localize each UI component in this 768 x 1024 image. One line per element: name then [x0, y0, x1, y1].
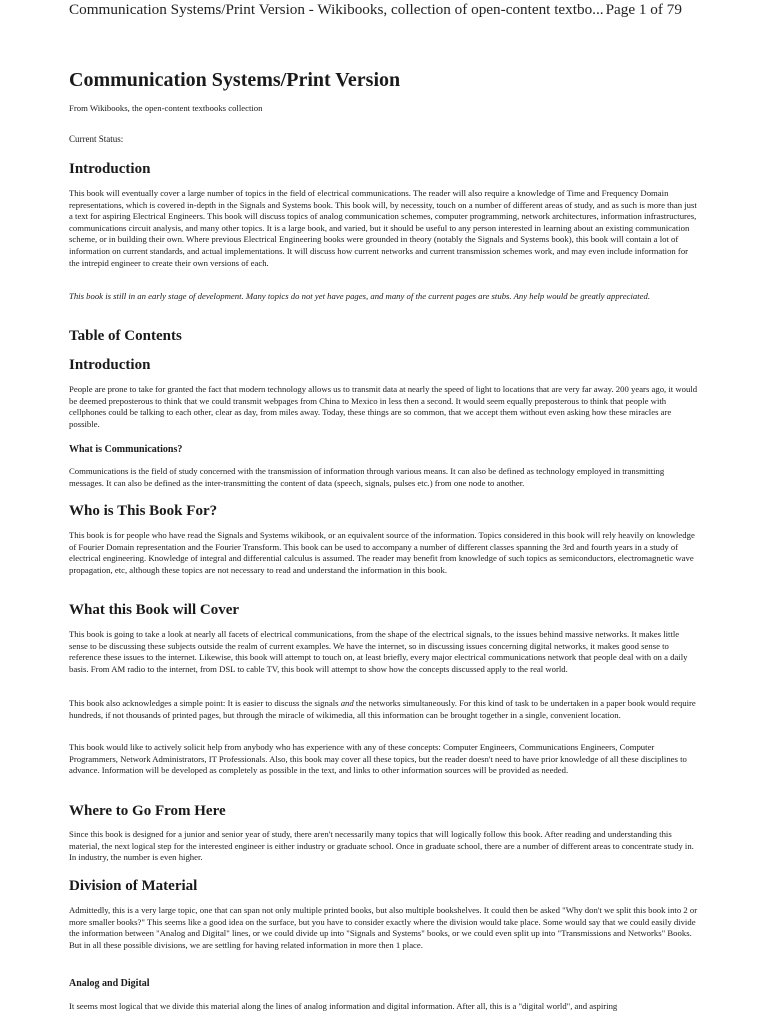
development-note-text: This book is still in an early stage of development. Many topics do not yet have pages, and many of the current pages are stubs. Any help would be greatly appreciated.	[69, 291, 650, 301]
intro-paragraph: This book will eventually cover a large number of topics in the field of electrical communications. The reader will also require a knowledge of Time and Frequency Domain representations, which is covered in-depth in the Signals and Systems book. This book will, by necessity, touch on a number of different areas of study, and as such is more than just a text for aspiring Electrical Engineers. This book will discuss topics of analog communication schemes, computer programming, network architectures, information infrastructures, communications circuit analysis, and many other topics. It is a large book, and varied, but it should be useful to any person interested in learning about an existing communication scheme, or in building their own. Where previous Electrical Engineering books were grounded in theory (notably the Signals and Systems book), this book will contain a lot of information on current standards, and actual implementations. It will discuss how current networks and current transmission schemes work, and may even include information for the intrepid engineer to create their own versions of each.	[69, 188, 697, 268]
page-title: Communication Systems/Print Version	[69, 69, 401, 91]
heading-who-is-this-book-for: Who is This Book For?	[69, 503, 218, 519]
heading-analog-and-digital: Analog and Digital	[69, 978, 150, 989]
running-header	[69, 0, 709, 20]
heading-what-this-book-will-cover: What this Book will Cover	[69, 602, 240, 618]
cover-paragraph-3: This book would like to actively solicit help from anybody who has experience with any of these concepts: Computer Engineers, Communications Engineers, Computer Programmers, Network Administrators, IT Professionals. Also, this book may cover all these topics, but the reader doesn't need to have prior knowledge of all these disciplines to advance. Information will be developed as completely as possible in the text, and links to other information sources will be provided as needed.	[69, 742, 687, 776]
analog-paragraph: It seems most logical that we divide this material along the lines of analog information and digital information. After all, this is a "digital world", and aspiring	[69, 1001, 618, 1011]
what-comm-paragraph: Communications is the field of study concerned with the transmission of information through various means. It can also be defined as technology employed in transmitting messages. It can also be defined as the inter-transmitting the content of data (speech, signals, pulses etc.) from one node to another.	[69, 466, 665, 488]
heading-where-to-go-from-here: Where to Go From Here	[69, 803, 226, 819]
heading-what-is-communications: What is Communications?	[69, 444, 183, 455]
who-paragraph: This book is for people who have read the Signals and Systems wikibook, or an equivalent source of the information. Topics considered in this book will rely heavily on knowledge of Fourier Domain representation and the Fourier Transform. This book can be used to accompany a number of different classes spanning the 3rd and fourth years in a study of electrical engineering. Knowledge of integral and differential calculus is assumed. The reader may benefit from knowledge of such topics as semiconductors, electromagnetic wave propagation, etc, although these topics are not necessary to read and understand the information in this book.	[69, 530, 695, 575]
cover-p2-emphasis: and	[340, 698, 354, 708]
cover-paragraph-2	[69, 698, 699, 721]
cover-paragraph-1: This book is going to take a look at nearly all facets of electrical communications, from the shape of the electrical signals, to the issues behind massive networks. It makes little sense to be discussing these subjects outside the realm of current examples. We have the internet, so in discussing issues concerning digital networks, it makes good sense to reference these issues to the internet. Likewise, this book will attempt to touch on, at least briefly, every major electrical communications network that people deal with on a daily basis. From AM radio to the internet, from DSL to cable TV, this book will attempt to show how the concepts discussed apply to the real world.	[69, 629, 688, 674]
cover-p2-end: the networks simultaneously. For this kind of task to be undertaken in a paper book would require hundreds, if not thousands of printed pages, but through the miracle of wikimedia, all this information can be brought together in a single, convenient location.	[69, 698, 696, 720]
heading-table-of-contents: Table of Contents	[69, 328, 182, 344]
heading-introduction-2: Introduction	[69, 357, 151, 373]
tagline: From Wikibooks, the open-content textbooks collection	[69, 103, 263, 113]
page-number: Page 1 of 79	[605, 1, 682, 18]
heading-division-of-material: Division of Material	[69, 878, 198, 894]
document-body	[69, 66, 699, 145]
where-paragraph: Since this book is designed for a junior and senior year of study, there aren't necessarily many topics that will logically follow this book. After reading and understanding this material, the next logical step for the interested engineer is either industry or graduate school. Once in graduate school, there are a number of different areas to concentrate study in. In industry, the number is even higher.	[69, 829, 694, 863]
development-note	[69, 291, 699, 303]
running-title: Communication Systems/Print Version - Wikibooks, collection of open-content textbo...	[69, 1, 604, 18]
intro2-paragraph: People are prone to take for granted the fact that modern technology allows us to transmit data at nearly the speed of light to locations that are very far away. 200 years ago, it would be deemed preposterous to think that we could transmit webpages from China to Mexico in less then a second. It would seem equally preposterous to think that people with cellphones could be talking to each other, clear as day, from miles away. Today, these things are so common, that we accept them without even asking how these miracles are possible.	[69, 384, 698, 429]
current-status: Current Status:	[69, 134, 124, 144]
cover-p2-start: This book also acknowledges a simple point: It is easier to discuss the signals	[69, 698, 341, 708]
heading-introduction: Introduction	[69, 161, 151, 177]
division-paragraph: Admittedly, this is a very large topic, one that can span not only multiple printed books, but also multiple bookshelves. It could then be asked "Why don't we split this book into 2 or more smaller books?" This seems like a good idea on the surface, but you have to consider exactly where the division would take place. Some would say that we could easily divide the information between "Analog and Digital" lines, or we could divide up into "Signals and Systems" books, or we could even split up into "Transmissions and Networks" Books. But in all these possible divisions, we are settling for having related information in more then 1 place.	[69, 905, 698, 950]
